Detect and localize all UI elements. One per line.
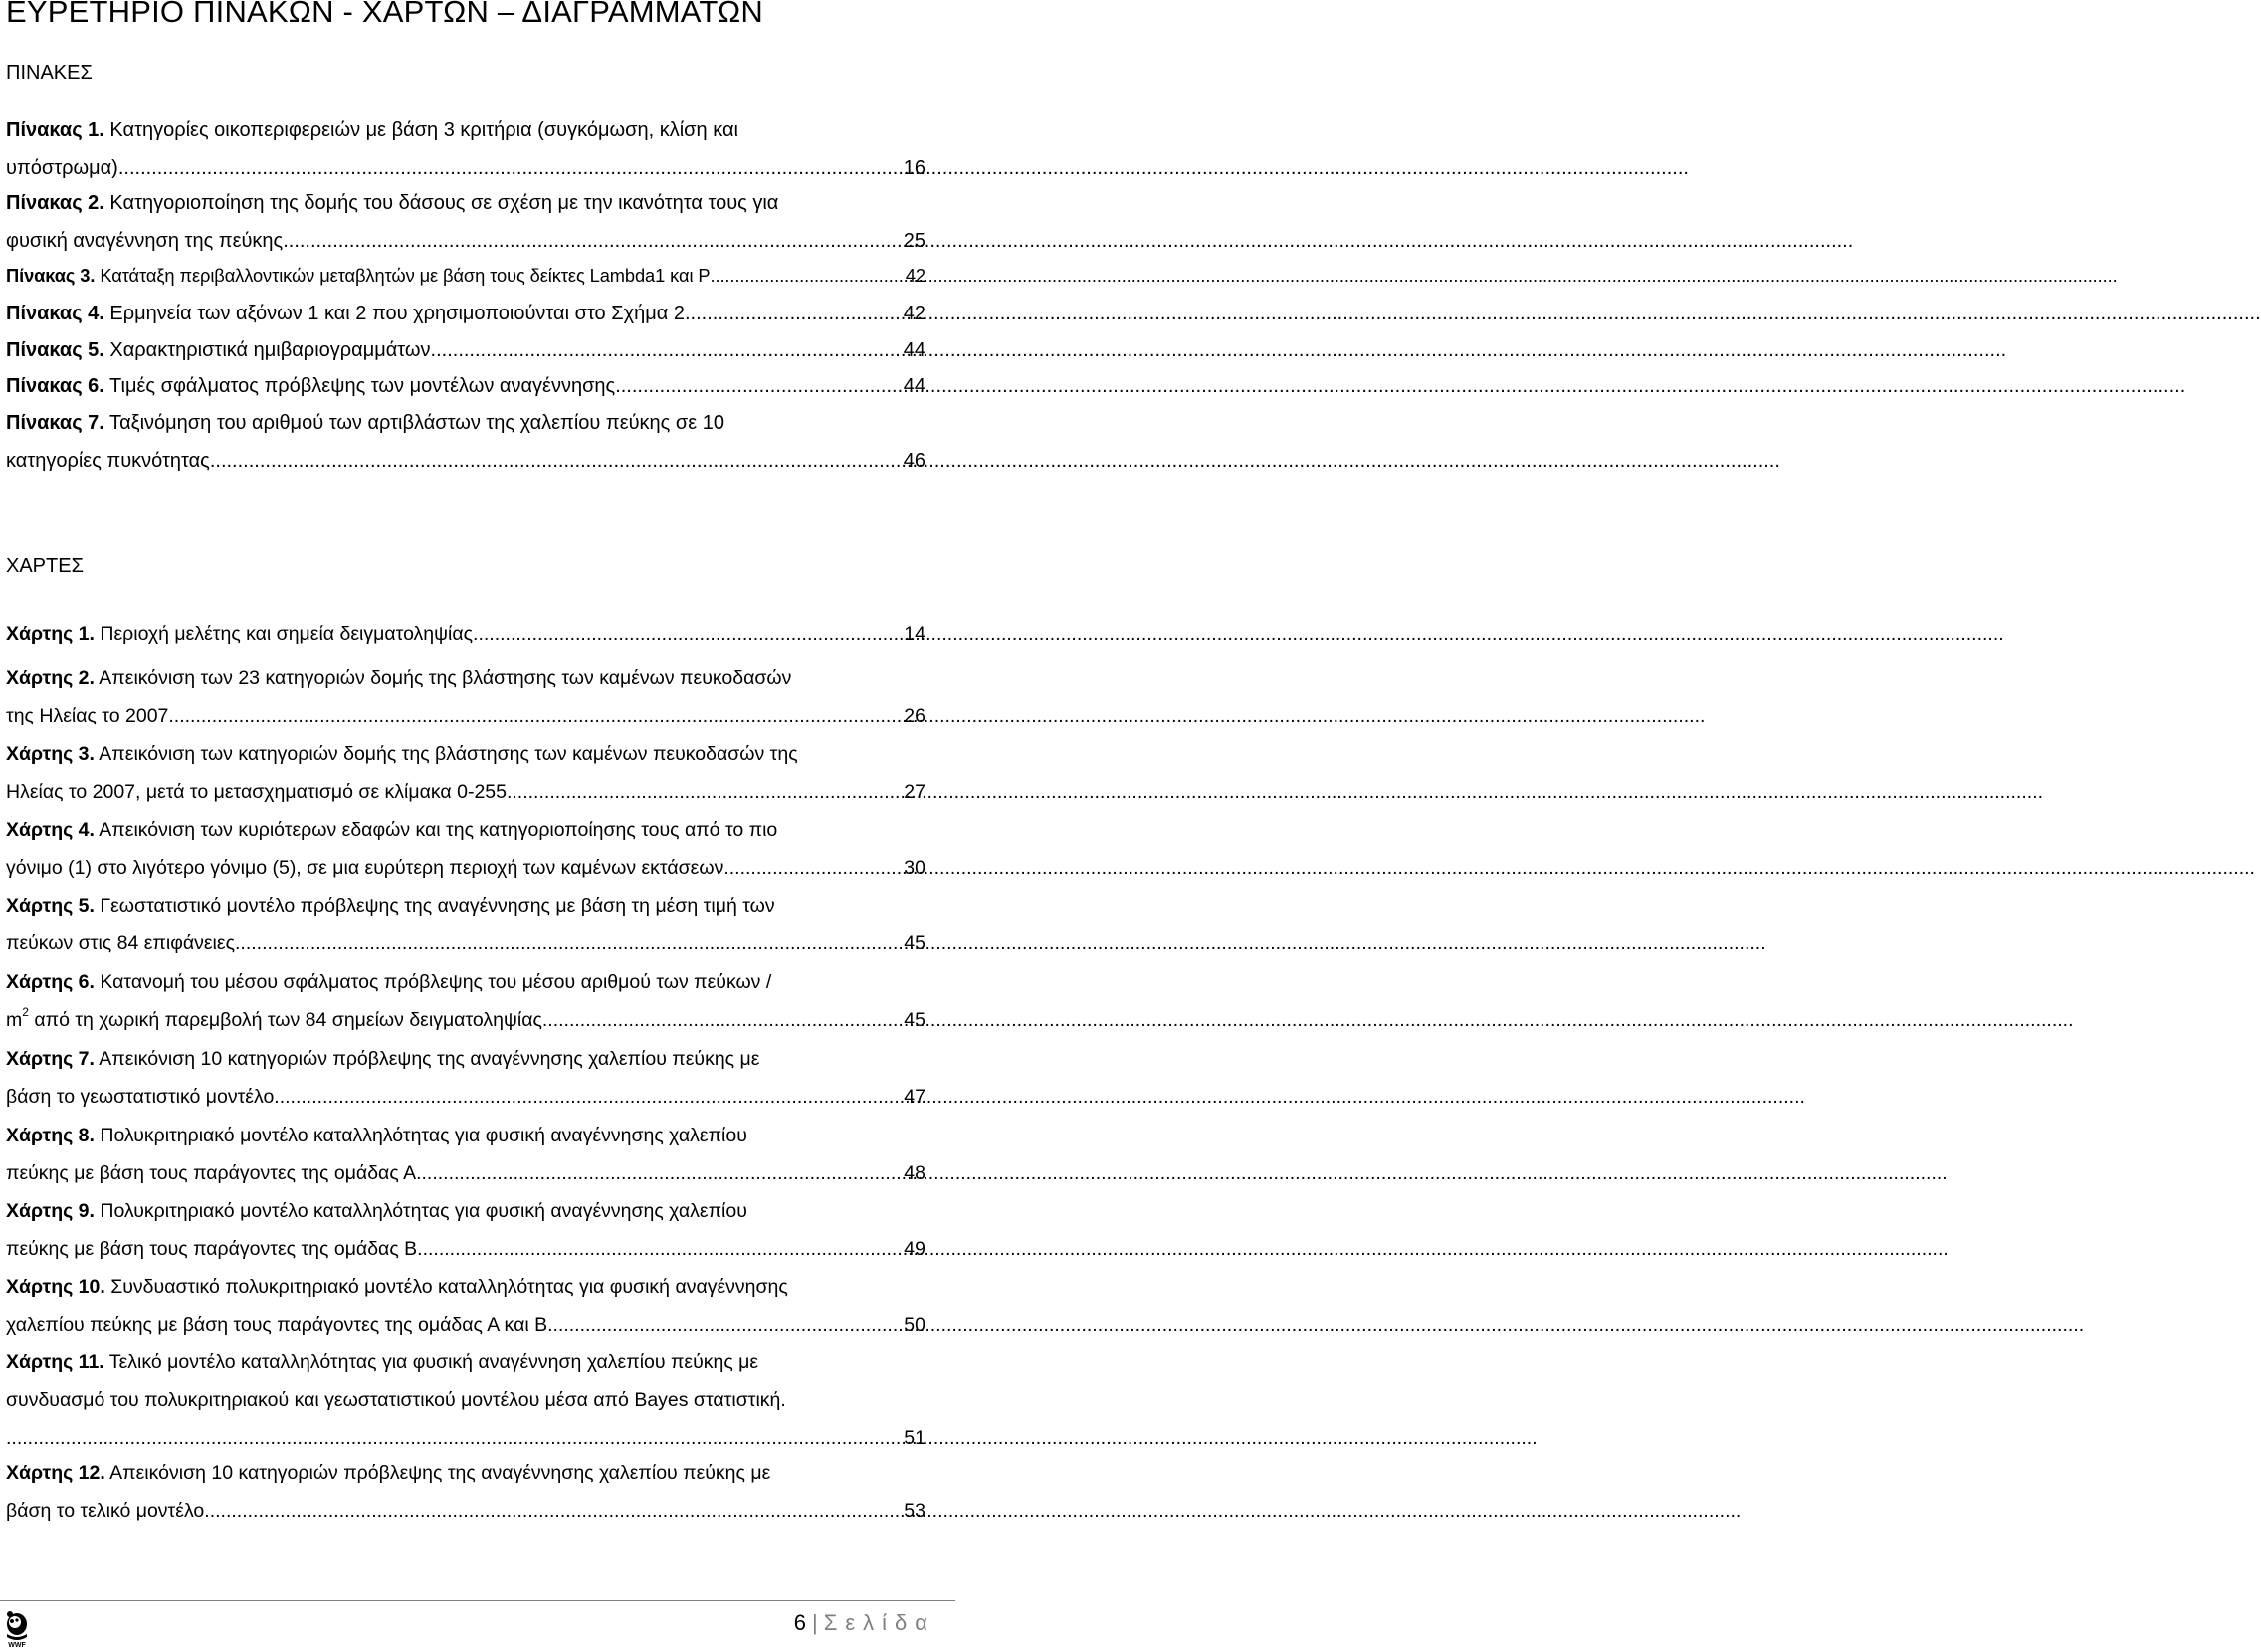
- entry-label: Πίνακας 3.: [6, 265, 96, 286]
- toc-entry-map-12[interactable]: [6, 1454, 925, 1530]
- toc-entry-table-5[interactable]: [6, 331, 925, 369]
- entry-label: Χάρτης 9.: [6, 1200, 95, 1222]
- entry-label: Χάρτης 1.: [6, 623, 95, 645]
- page-word: Σελίδα: [823, 1610, 935, 1635]
- toc-entry-map-10[interactable]: [6, 1268, 925, 1343]
- toc-entry-table-1[interactable]: [6, 111, 925, 187]
- entry-label: Χάρτης 5.: [6, 895, 95, 917]
- toc-entry-map-6[interactable]: [6, 963, 925, 1039]
- page-number: 6: [793, 1610, 807, 1635]
- entry-page: 44: [903, 339, 925, 361]
- entry-title: Κατηγοριοποίηση της δομής του δάσους σε σχέση με την ικανότητα τους για: [109, 192, 779, 214]
- entry-title-cont: της Ηλείας το 2007.: [6, 705, 174, 726]
- toc-entry-map-1[interactable]: [6, 615, 925, 653]
- entry-title: Τιμές σφάλματος πρόβλεψης των μοντέλων αναγέννησης: [109, 375, 616, 397]
- entry-title-cont: γόνιμο (1) στο λιγότερο γόνιμο (5), σε μια ευρύτερη περιοχή των καμένων εκτάσεων: [6, 857, 724, 879]
- entry-page: 45: [904, 932, 925, 954]
- entry-page: 27: [904, 781, 925, 803]
- entry-page: 50: [904, 1314, 925, 1336]
- entry-label: Πίνακας 2.: [6, 192, 104, 214]
- toc-entry-map-3[interactable]: [6, 735, 925, 811]
- entry-label: Πίνακας 4.: [6, 303, 104, 324]
- entry-title-cont: πεύκων στις 84 επιφάνειες: [6, 932, 235, 954]
- entry-title-cont: φυσική αναγέννηση της πεύκης: [6, 230, 284, 252]
- entry-label: Χάρτης 8.: [6, 1125, 95, 1146]
- entry-title: Απεικόνιση 10 κατηγοριών πρόβλεψης της αναγέννησης χαλεπίου πεύκης με: [109, 1462, 771, 1484]
- entry-title: Συνδυαστικό πολυκριτηριακό μοντέλο καταλληλότητας για φυσική αναγέννησης: [110, 1276, 788, 1298]
- page-separator: |: [812, 1610, 818, 1635]
- entry-page: 26: [904, 705, 925, 726]
- entry-label: Χάρτης 12.: [6, 1462, 105, 1484]
- entry-page: 49: [904, 1238, 925, 1260]
- entry-label: Πίνακας 7.: [6, 412, 104, 434]
- toc-entry-map-4[interactable]: [6, 811, 925, 887]
- entry-title-cont: από τη χωρική παρεμβολή των 84 σημείων δειγματοληψίας: [28, 1009, 542, 1031]
- entry-title: Κατηγορίες οικοπεριφερειών με βάση 3 κριτήρια (συγκόμωση, κλίση και: [109, 119, 738, 141]
- toc-entry-table-3[interactable]: [6, 257, 925, 295]
- toc-entry-table-7[interactable]: [6, 404, 925, 480]
- entry-title: Πολυκριτηριακό μοντέλο καταλληλότητας για φυσική αναγέννησης χαλεπίου: [100, 1125, 747, 1146]
- entry-title-cont: πεύκης με βάση τους παράγοντες της ομάδας Β: [6, 1238, 418, 1260]
- entry-page: 45: [904, 1009, 925, 1031]
- entry-label: Χάρτης 10.: [6, 1276, 105, 1298]
- toc-entry-map-9[interactable]: [6, 1192, 925, 1268]
- toc-entry-table-6[interactable]: [6, 367, 925, 405]
- entry-label: Πίνακας 5.: [6, 339, 104, 361]
- entry-label: Χάρτης 11.: [6, 1351, 104, 1373]
- entry-page: 46: [903, 450, 925, 472]
- entry-title: Απεικόνιση των 23 κατηγοριών δομής της βλάστησης των καμένων πευκοδασών: [99, 667, 792, 689]
- entry-title: Τελικό μοντέλο καταλληλότητας για φυσική αναγέννηση χαλεπίου πεύκης με: [108, 1351, 759, 1373]
- page-title: ΕΥΡΕΤΗΡΙΟ ΠΙΝΑΚΩΝ - ΧΑΡΤΩΝ – ΔΙΑΓΡΑΜΜΑΤΩΝ: [6, 0, 763, 29]
- entry-unit: m: [6, 1009, 23, 1031]
- entry-page: 53: [904, 1500, 925, 1522]
- entry-page: 47: [904, 1086, 925, 1108]
- entry-title-cont: Ηλείας το 2007, μετά το μετασχηματισμό σε κλίμακα 0-255.: [6, 781, 513, 803]
- entry-unit-exponent: 2: [22, 1005, 29, 1019]
- entry-title: Πολυκριτηριακό μοντέλο καταλληλότητας για φυσική αναγέννησης χαλεπίου: [100, 1200, 747, 1222]
- entry-page: 16: [903, 157, 925, 179]
- entry-title: Ερμηνεία των αξόνων 1 και 2 που χρησιμοποιούνται στο Σχήμα 2.: [109, 303, 691, 324]
- entry-title: Κατάταξη περιβαλλοντικών μεταβλητών με βάση τους δείκτες Lambda1 και P: [100, 265, 711, 286]
- entry-title: Ταξινόμηση του αριθμού των αρτιβλάστων της χαλεπίου πεύκης σε 10: [109, 412, 724, 434]
- entry-title: Γεωστατιστικό μοντέλο πρόβλεψης της αναγέννησης με βάση τη μέση τιμή των: [100, 895, 775, 917]
- toc-entry-map-7[interactable]: [6, 1040, 925, 1116]
- entry-title-cont: βάση το γεωστατιστικό μοντέλο: [6, 1086, 275, 1108]
- entry-page: 42: [903, 303, 925, 324]
- entry-title-cont: κατηγορίες πυκνότητας: [6, 450, 210, 472]
- section-heading-maps: ΧΑΡΤΕΣ: [6, 555, 84, 577]
- section-heading-tables: ΠΙΝΑΚΕΣ: [6, 62, 93, 84]
- entry-label: Πίνακας 6.: [6, 375, 104, 397]
- entry-label: Πίνακας 1.: [6, 119, 104, 141]
- toc-entry-table-2[interactable]: [6, 184, 925, 260]
- entry-title-cont: πεύκης με βάση τους παράγοντες της ομάδας Α: [6, 1162, 417, 1184]
- wwf-panda-icon: [4, 1610, 30, 1648]
- entry-page: 14: [904, 623, 925, 645]
- entry-title: Απεικόνιση των κατηγοριών δομής της βλάστησης των καμένων πευκοδασών της: [99, 743, 798, 765]
- toc-entry-map-5[interactable]: [6, 887, 925, 962]
- footer-rule: [0, 1600, 955, 1601]
- toc-entry-map-8[interactable]: [6, 1117, 925, 1192]
- entry-title: Περιοχή μελέτης και σημεία δειγματοληψίας: [100, 623, 474, 645]
- entry-page: 25: [903, 230, 925, 252]
- entry-title-cont: υπόστρωμα): [6, 157, 118, 179]
- entry-title: Χαρακτηριστικά ημιβαριογραμμάτων.: [109, 339, 437, 361]
- footer-page-number: [794, 1610, 935, 1636]
- entry-title-cont: συνδυασμό του πολυκριτηριακού και γεωστατιστικού μοντέλου μέσα από Bayes στατιστική.: [6, 1389, 786, 1411]
- entry-label: Χάρτης 4.: [6, 819, 95, 841]
- entry-label: Χάρτης 7.: [6, 1048, 95, 1070]
- entry-page: 42: [905, 265, 925, 286]
- entry-label: Χάρτης 3.: [6, 743, 95, 765]
- entry-title: Απεικόνιση 10 κατηγοριών πρόβλεψης της αναγέννησης χαλεπίου πεύκης με: [99, 1048, 760, 1070]
- entry-page: 48: [904, 1162, 925, 1184]
- entry-label: Χάρτης 6.: [6, 971, 95, 993]
- toc-entry-map-2[interactable]: [6, 659, 925, 734]
- entry-label: Χάρτης 2.: [6, 667, 95, 689]
- entry-title: Κατανομή του μέσου σφάλματος πρόβλεψης του μέσου αριθμού των πεύκων /: [100, 971, 772, 993]
- entry-page: 30: [904, 857, 925, 879]
- entry-page: 44: [903, 375, 925, 397]
- entry-title-cont: βάση το τελικό μοντέλο.: [6, 1500, 210, 1522]
- entry-page: 51: [904, 1427, 925, 1449]
- toc-entry-map-11[interactable]: [6, 1343, 925, 1457]
- entry-title: Απεικόνιση των κυριότερων εδαφών και της κατηγοριοποίησης τους από το πιο: [99, 819, 778, 841]
- logo-text: WWF: [8, 1642, 26, 1649]
- toc-entry-table-4[interactable]: [6, 295, 925, 332]
- entry-title-cont: χαλεπίου πεύκης με βάση τους παράγοντες της ομάδας Α και Β.: [6, 1314, 553, 1336]
